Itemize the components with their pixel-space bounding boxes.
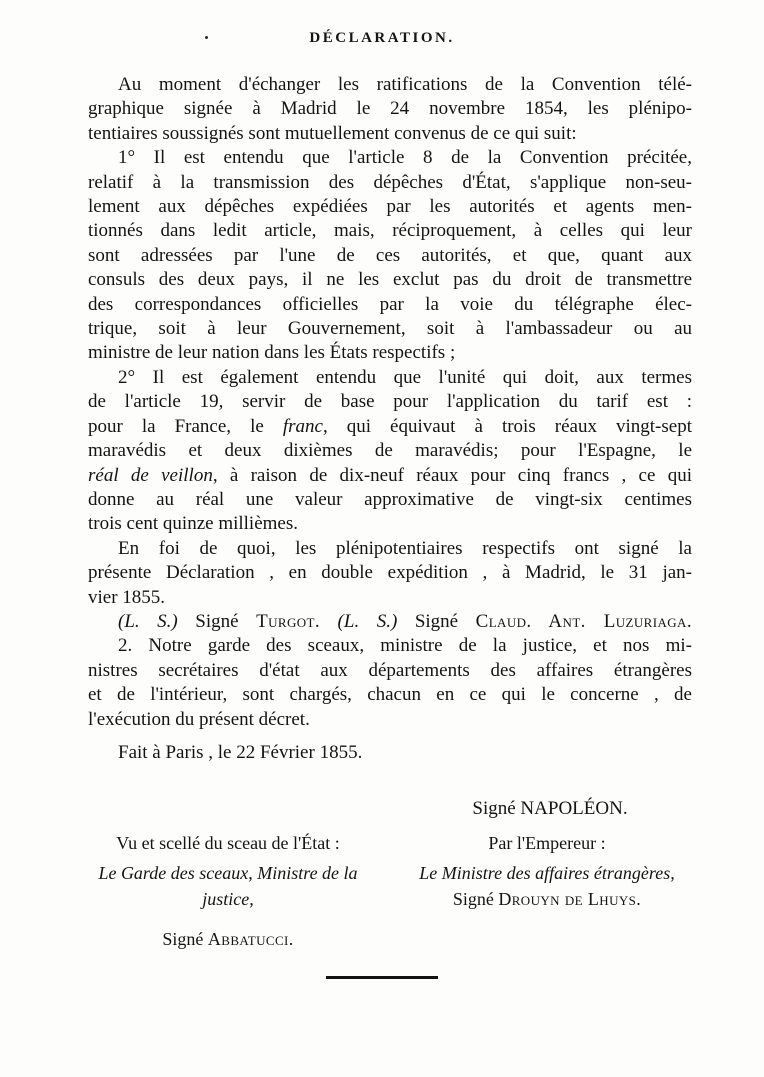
seal-attestation-line: Vu et scellé du sceau de l'État : [116,833,340,854]
text-line [88,366,692,390]
text-run: , qui équivaut à trois réaux vingt-sept [322,415,692,437]
text-run: sont adressées par l'une de ces autorités, et que, quant aux [88,244,692,266]
text-run: maravédis et deux dixièmes de maravédis; pour l'Espagne, le [88,440,692,462]
garde-des-sceaux-title-line2: justice, [202,889,254,910]
text-line [88,561,692,585]
text-run: des correspondances officielles par la voie du télégraphe élec- [88,293,692,315]
text-line [88,73,692,97]
text-line [88,610,692,634]
text-line [88,122,692,146]
text-run: tentiaires soussignés sont mutuellement convenus de ce qui suit: [88,122,577,144]
text-run: tionnés dans ledit article, mais, réciproquement, à celles qui leur [88,220,692,242]
text-line [88,708,692,732]
text-line [88,268,692,292]
text-run: 2. Notre garde des sceaux, ministre de la justice, et nos mi- [118,635,692,657]
text-run: lement aux dépêches expédiées par les autorités et agents men- [88,196,692,218]
text-line [88,439,692,463]
text-run: de l'article 19, servir de base pour l'application du tarif est : [88,391,692,413]
text-run: 2° Il est également entendu que l'unité qui doit, aux termes [118,366,692,388]
text-run: nistres secrétaires d'état aux départements des affaires étrangères [88,659,692,681]
document-body [88,73,692,765]
text-run: Signé [177,610,257,632]
text-line [88,195,692,219]
text-run: graphique signée à Madrid le 24 novembre 1854, les plénipo- [88,98,692,120]
text-run: relatif à la transmission des dépêches d'État, s'applique non-seu- [88,171,692,193]
text-run: donne au réal une valeur approximative de vingt-six centimes [88,488,692,510]
text-line [88,244,692,268]
garde-des-sceaux-title-line1: Le Garde des sceaux, Ministre de la [98,863,358,884]
text-line [88,683,692,707]
text-run: , à raison de dix-neuf réaux pour cinq francs , ce qui [212,464,692,486]
text-run: (L. S.) [118,610,178,632]
text-line [88,488,692,512]
text-run: trique, soit à leur Gouvernement, soit à l'ambassadeur ou au [88,318,692,340]
text-run: En foi de quoi, les plénipotentiaires respectifs ont signé la [118,537,692,559]
text-line [88,171,692,195]
text-run: Fait à Paris , le 22 Février 1855. [118,741,363,763]
text-line [88,219,692,243]
text-line [88,390,692,414]
signed-prefix: Signé [452,889,499,910]
text-line [88,659,692,683]
ministre-affaires-etrangeres-title: Le Ministre des affaires étrangères, [419,863,675,884]
signatory-name: Claud. Ant. Luzuriaga. [475,610,692,632]
text-run: Signé [397,610,476,632]
text-line [88,415,692,439]
text-line [88,586,692,610]
napoleon-signature [400,798,700,820]
text-line [88,741,692,765]
text-run: et de l'intérieur, sont chargés, chacun en ce qui le concerne , de [88,684,692,706]
text-line [88,317,692,341]
text-run: ministre de leur nation dans les États respectifs ; [88,342,456,364]
abbatucci-signature [92,926,364,952]
text-run [320,611,338,632]
signatory-name-abbatucci: Abbatucci. [207,929,294,950]
napoleon-signature-text: Signé NAPOLÉON. [472,798,628,820]
text-line [88,293,692,317]
text-line [88,464,692,488]
text-run: 1° Il est entendu que l'article 8 de la Convention précitée, [118,147,692,169]
document-title: DÉCLARATION. [309,30,455,46]
signatory-name-drouyn: Drouyn de Lhuys. [498,889,642,910]
text-run: trois cent quinze millièmes. [88,513,299,535]
text-run: présente Déclaration , en double expédition , à Madrid, le 31 jan- [88,562,692,584]
left-signature-block [92,830,364,952]
scan-speck [205,36,208,39]
text-line [88,512,692,536]
signatory-name: Turgot. [256,610,321,632]
par-empereur-line: Par l'Empereur : [488,833,606,854]
text-line [88,634,692,658]
text-run: consuls des deux pays, il ne les exclut pas du droit de transmettre [88,269,692,291]
text-line [88,537,692,561]
text-run: Au moment d'échanger les ratifications de la Convention télé- [118,74,692,95]
text-run: l'exécution du présent décret. [88,708,310,730]
text-run: franc [282,415,323,437]
text-line [88,146,692,170]
end-rule [326,976,438,979]
text-run: pour la France, le [88,415,283,437]
signature-columns [0,830,764,952]
text-run: réal de veillon [88,464,213,486]
text-run: (L. S.) [337,610,398,632]
signed-prefix: Signé [162,929,208,950]
drouyn-signature [394,886,700,912]
text-run: vier 1855. [88,586,166,608]
right-signature-block [394,830,700,952]
text-line [88,97,692,121]
text-line [88,341,692,365]
